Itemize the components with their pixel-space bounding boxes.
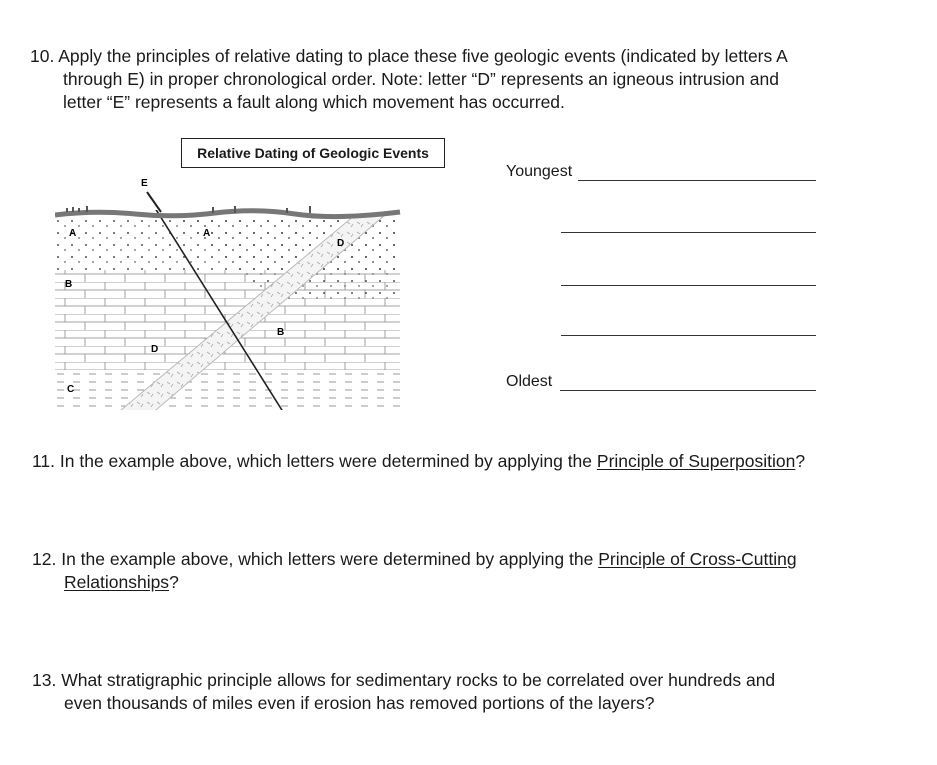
question-number: 10. [30, 46, 55, 66]
question-end: ? [169, 572, 179, 592]
question-text: In the example above, which letters were determined by applying the [59, 451, 597, 471]
answer-line-5[interactable] [560, 390, 816, 391]
label-b-left: B [65, 279, 73, 290]
question-number: 11. [32, 451, 56, 471]
question-12-line-2 [64, 571, 179, 594]
label-d-lower: D [151, 344, 159, 355]
label-d-upper: D [337, 238, 345, 249]
principle-cross-cutting-cont: Relationships [64, 572, 170, 592]
layer-c [55, 370, 400, 415]
question-10-line-1 [30, 45, 788, 68]
geologic-cross-section [55, 170, 405, 415]
oldest-label: Oldest [506, 373, 553, 390]
principle-superposition: Principle of Superposition [596, 451, 796, 471]
question-end: ? [795, 451, 806, 471]
label-a-left: A [69, 228, 77, 239]
question-13-line-1 [32, 669, 775, 692]
question-number: 13. [32, 670, 57, 690]
question-text: Apply the principles of relative dating to place these five geologic events (indicated by letters A [58, 46, 788, 66]
question-12-line-1 [32, 548, 797, 571]
answer-line-2[interactable] [561, 232, 816, 233]
question-text: What stratigraphic principle allows for sedimentary rocks to be correlated over hundreds and [61, 670, 776, 690]
question-13-line-2: even thousands of miles even if erosion has removed portions of the layers? [64, 693, 655, 713]
youngest-label: Youngest [506, 163, 573, 180]
label-e: E [141, 178, 148, 189]
principle-cross-cutting: Principle of Cross-Cutting [598, 549, 797, 569]
question-11 [32, 450, 805, 473]
answer-line-4[interactable] [561, 335, 816, 336]
label-a-right: A [203, 228, 211, 239]
answer-line-1[interactable] [578, 180, 816, 181]
question-text: In the example above, which letters were determined by applying the [61, 549, 599, 569]
question-10-line-2: through E) in proper chronological order. Note: letter “D” represents an igneous intrusion and [63, 69, 779, 89]
label-c: C [67, 384, 75, 395]
question-10-line-3: letter “E” represents a fault along which movement has occurred. [63, 92, 565, 112]
figure-title: Relative Dating of Geologic Events [181, 138, 445, 168]
answer-line-3[interactable] [561, 285, 816, 286]
question-number: 12. [32, 549, 57, 569]
label-b-right: B [277, 327, 285, 338]
